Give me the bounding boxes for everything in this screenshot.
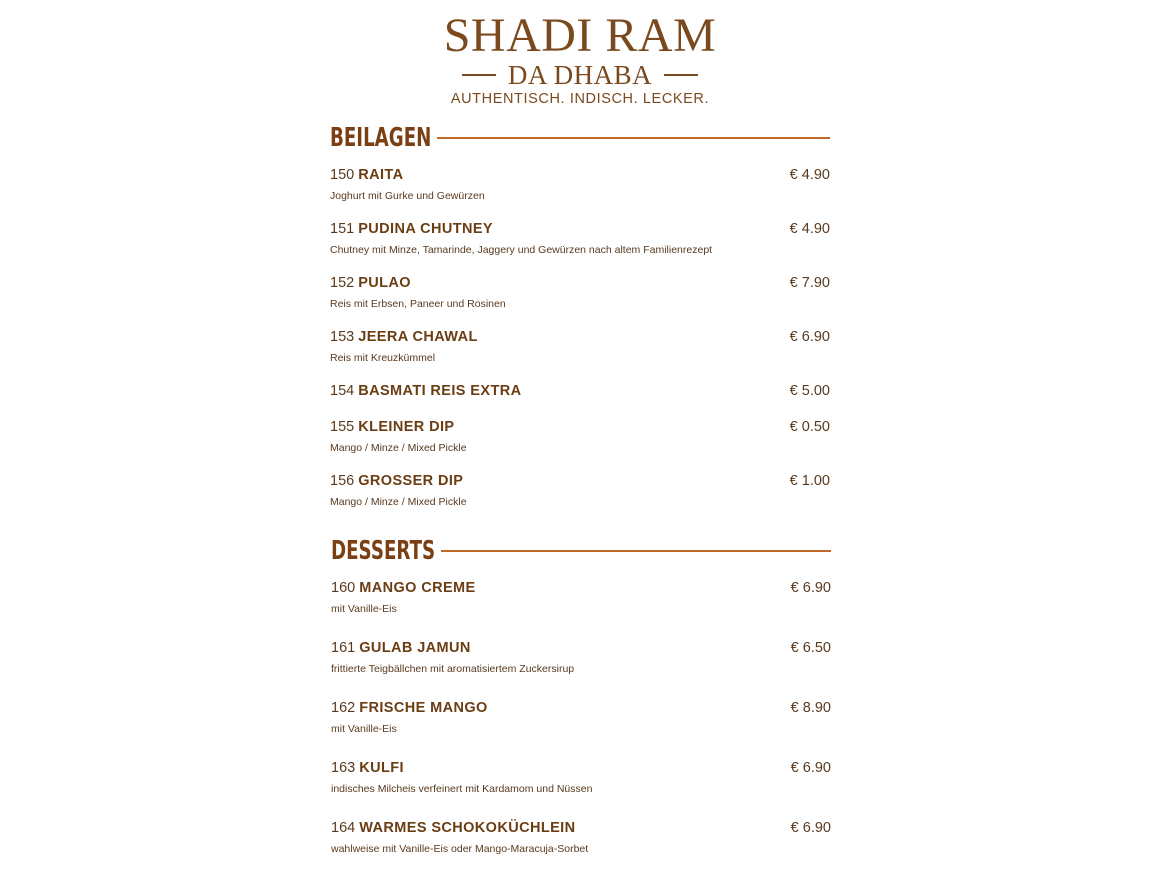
menu-items xyxy=(330,165,830,509)
menu-item xyxy=(330,327,830,365)
menu-item-line xyxy=(331,818,588,838)
subtitle-rule-right xyxy=(664,74,698,76)
item-description: Mango / Minze / Mixed Pickle xyxy=(330,496,467,508)
menu-item xyxy=(330,381,830,401)
item-name: FRISCHE MANGO xyxy=(359,700,488,716)
item-name: GROSSER DIP xyxy=(358,473,464,489)
item-name: KLEINER DIP xyxy=(358,419,455,435)
item-number: 153 xyxy=(330,329,355,345)
menu-item-text xyxy=(331,638,574,676)
item-number: 151 xyxy=(330,221,355,237)
item-description: mit Vanille-Eis xyxy=(331,603,397,615)
item-number: 152 xyxy=(330,275,355,291)
item-description: Reis mit Erbsen, Paneer und Rosinen xyxy=(330,298,506,310)
item-description: indisches Milcheis verfeinert mit Kardamom und Nüssen xyxy=(331,783,593,795)
brand-subtitle-row xyxy=(0,62,1160,88)
brand-subtitle: DA DHABA xyxy=(507,60,653,90)
item-description: Mango / Minze / Mixed Pickle xyxy=(330,442,467,454)
item-description: Reis mit Kreuzkümmel xyxy=(330,352,436,364)
menu-item-line xyxy=(331,578,476,598)
subtitle-rule-left xyxy=(462,74,496,76)
section-header xyxy=(330,123,830,153)
menu-header xyxy=(0,9,1160,108)
item-name: WARMES SCHOKOKÜCHLEIN xyxy=(359,820,576,836)
section-header xyxy=(331,536,831,566)
item-description: Chutney mit Minze, Tamarinde, Jaggery und Gewürzen nach altem Familienrezept xyxy=(330,244,713,256)
item-description: frittierte Teigbällchen mit aromatisiertem Zuckersirup xyxy=(331,663,575,675)
menu-item xyxy=(331,698,831,736)
item-price: € 6.90 xyxy=(790,820,831,836)
menu-item-line xyxy=(330,381,521,401)
section-title: BEILAGEN xyxy=(330,123,432,153)
menu-item-line xyxy=(330,219,712,239)
menu-item xyxy=(330,417,830,455)
menu-item-text xyxy=(330,417,467,455)
menu-item-line xyxy=(330,471,467,491)
menu-item xyxy=(331,758,831,796)
item-price: € 0.50 xyxy=(789,419,830,435)
item-number: 163 xyxy=(331,760,356,776)
tagline: AUTHENTISCH. INDISCH. LECKER. xyxy=(450,91,710,107)
item-price: € 6.90 xyxy=(790,580,831,596)
menu-item xyxy=(331,818,831,856)
item-name: MANGO CREME xyxy=(359,580,476,596)
item-price: € 6.90 xyxy=(790,760,831,776)
item-number: 160 xyxy=(331,580,356,596)
menu-item-line xyxy=(330,165,485,185)
menu-item xyxy=(330,165,830,203)
item-description: wahlweise mit Vanille-Eis oder Mango-Maracuja-Sorbet xyxy=(331,843,589,855)
item-number: 150 xyxy=(330,167,355,183)
item-name: RAITA xyxy=(358,167,404,183)
item-description: mit Vanille-Eis xyxy=(331,723,397,735)
item-price: € 4.90 xyxy=(789,221,830,237)
brand-title: SHADI RAM xyxy=(443,9,717,62)
section-desserts xyxy=(331,536,831,856)
item-number: 162 xyxy=(331,700,356,716)
item-price: € 7.90 xyxy=(789,275,830,291)
section-rule xyxy=(441,550,831,552)
item-name: JEERA CHAWAL xyxy=(358,329,478,345)
menu-item-text xyxy=(330,273,506,311)
item-price: € 1.00 xyxy=(789,473,830,489)
menu-item xyxy=(331,638,831,676)
menu-item xyxy=(331,578,831,616)
item-name: GULAB JAMUN xyxy=(359,640,471,656)
menu-item-line xyxy=(330,273,506,293)
item-price: € 6.50 xyxy=(790,640,831,656)
item-number: 155 xyxy=(330,419,355,435)
menu-item-text xyxy=(330,165,485,203)
item-description: Joghurt mit Gurke und Gewürzen xyxy=(330,190,485,202)
menu-item xyxy=(330,273,830,311)
menu-item-line xyxy=(331,758,592,778)
menu-item xyxy=(330,219,830,257)
menu-item-line xyxy=(331,698,488,718)
item-number: 161 xyxy=(331,640,356,656)
item-price: € 8.90 xyxy=(790,700,831,716)
menu-item-text xyxy=(330,381,521,401)
item-name: BASMATI REIS EXTRA xyxy=(358,383,522,399)
item-number: 156 xyxy=(330,473,355,489)
item-price: € 4.90 xyxy=(789,167,830,183)
menu-item-line xyxy=(330,327,478,347)
item-name: PUDINA CHUTNEY xyxy=(358,221,493,237)
section-title: DESSERTS xyxy=(331,536,436,566)
menu-items xyxy=(331,578,831,856)
section-rule xyxy=(437,137,830,139)
item-number: 164 xyxy=(331,820,356,836)
menu-item-text xyxy=(330,471,467,509)
menu-item-line xyxy=(330,417,467,437)
item-name: KULFI xyxy=(359,760,404,776)
menu-item-text xyxy=(331,578,476,616)
item-price: € 5.00 xyxy=(789,383,830,399)
menu-item-text xyxy=(330,219,712,257)
menu-item-line xyxy=(331,638,574,658)
item-price: € 6.90 xyxy=(789,329,830,345)
item-name: PULAO xyxy=(358,275,411,291)
item-number: 154 xyxy=(330,383,355,399)
menu-item-text xyxy=(331,698,488,736)
menu-item-text xyxy=(330,327,478,365)
menu-item-text xyxy=(331,758,592,796)
menu-item-text xyxy=(331,818,588,856)
menu-item xyxy=(330,471,830,509)
section-beilagen xyxy=(330,123,830,509)
